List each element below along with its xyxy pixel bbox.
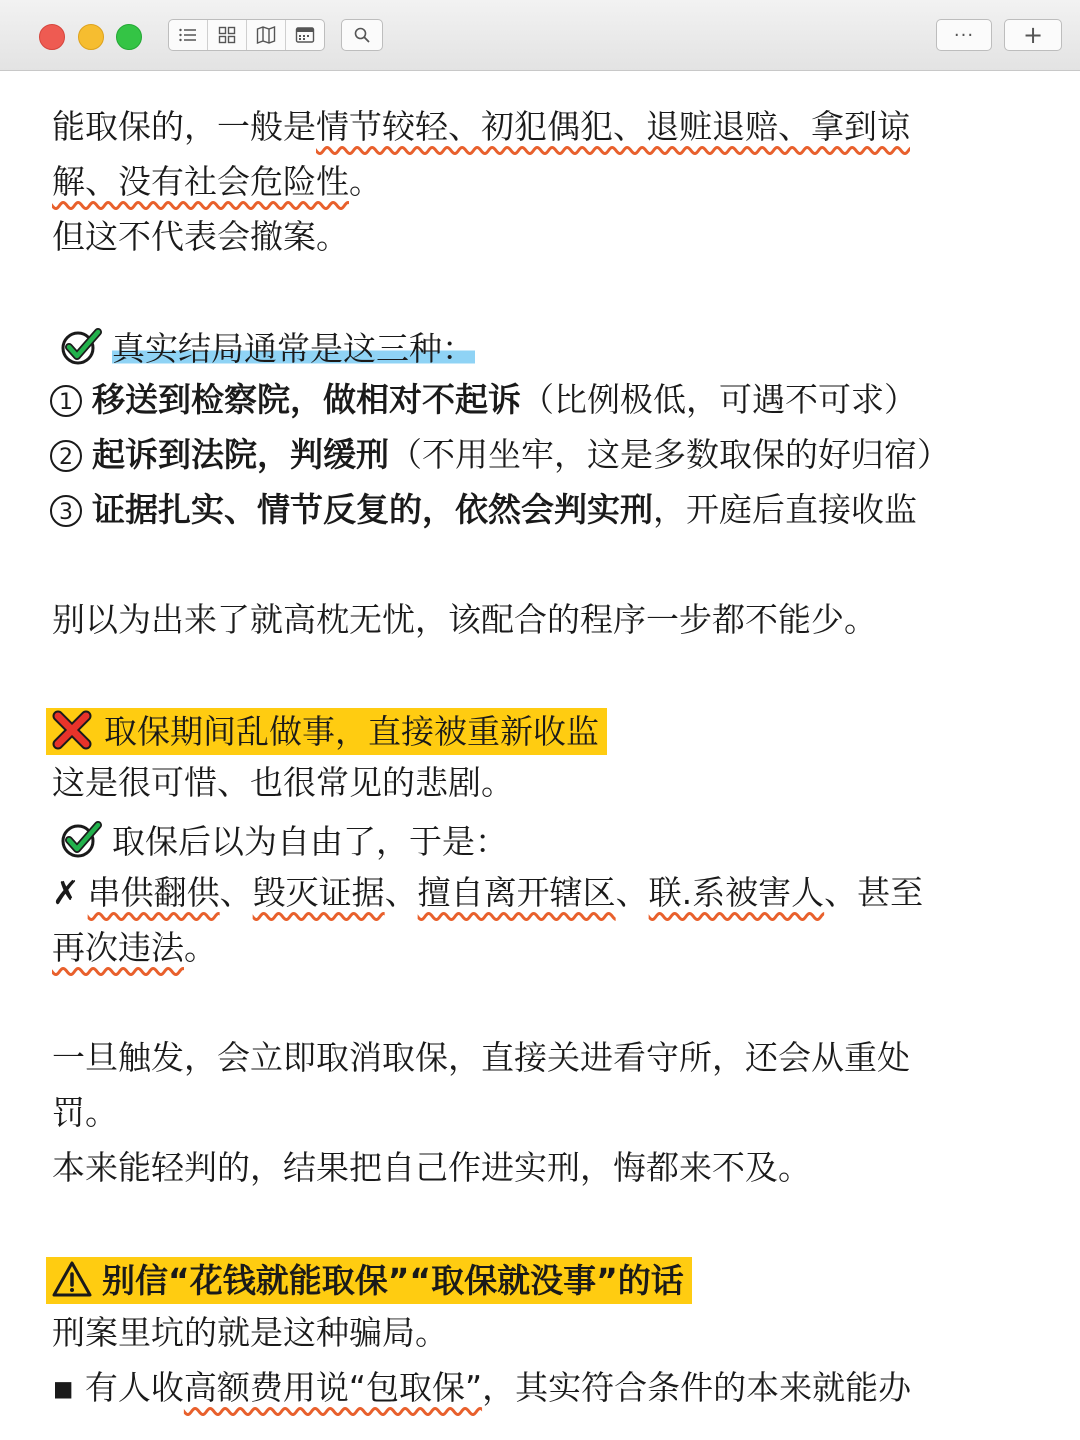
- list-view-icon: [178, 27, 198, 43]
- text-span: ，开庭后直接收监: [653, 490, 917, 529]
- text-span: ，其实符合条件的本来就能办: [482, 1368, 912, 1407]
- add-icon: +: [1022, 21, 1044, 49]
- paragraph-line: 刑案里坑的就是这种骗局。: [52, 1313, 448, 1352]
- paragraph-line: 别以为出来了就高枕无忧，该配合的程序一步都不能少。: [52, 600, 877, 639]
- section-heading: [60, 328, 475, 366]
- highlighted-phrase: 联.系被害人: [648, 873, 825, 912]
- circled-number: 2: [50, 440, 82, 472]
- bold-text: 证据扎实、情节反复的，依然会判实刑: [92, 490, 653, 529]
- text-span: ▪ 有人收: [52, 1368, 184, 1407]
- text-span: 、: [615, 873, 649, 912]
- paragraph-line: 本来能轻判的，结果把自己作进实刑，悔都来不及。: [52, 1148, 811, 1187]
- map-icon: [256, 26, 276, 44]
- section-heading: [52, 710, 607, 750]
- text-span: 能取保的，一般是: [52, 107, 316, 146]
- heading-text: 别信“花钱就能取保”“取保就没事”的话: [102, 1261, 684, 1300]
- text-span: 、: [384, 873, 418, 912]
- circled-number: 3: [50, 495, 82, 527]
- paragraph-line: [52, 873, 924, 912]
- window-titlebar: [0, 0, 1080, 71]
- text-span: （不用坐牢，这是多数取保的好归宿）: [389, 435, 950, 474]
- paragraph-line: [52, 1368, 912, 1407]
- section-heading: [52, 1260, 692, 1298]
- close-window-button[interactable]: [39, 24, 65, 50]
- check-mark-icon: [60, 821, 102, 859]
- text-span: 。: [184, 928, 217, 967]
- highlighted-phrase: 解、没有社会危险性: [52, 162, 349, 201]
- map-view-button[interactable]: [247, 20, 286, 50]
- cross-mark-icon: [52, 710, 92, 750]
- highlighted-phrase: 毁灭证据: [252, 873, 385, 912]
- outcome-item: [50, 490, 917, 529]
- circled-number: 1: [50, 385, 82, 417]
- heading-text: 真实结局通常是这三种：: [112, 329, 475, 368]
- highlighted-phrase: 擅自离开辖区: [417, 873, 616, 912]
- bold-text: 移送到检察院，做相对不起诉: [92, 380, 521, 419]
- search-button[interactable]: [341, 19, 383, 51]
- text-span: （比例极低，可遇不可求）: [521, 380, 917, 419]
- highlight-block: [46, 708, 607, 755]
- check-mark-icon: [60, 328, 102, 366]
- add-button[interactable]: [1004, 19, 1062, 51]
- highlighted-phrase: 高额费用说“包取保”: [183, 1368, 483, 1407]
- more-button[interactable]: [936, 19, 992, 51]
- list-view-button[interactable]: [169, 20, 208, 50]
- paragraph-line: [60, 821, 508, 859]
- text-span: 、甚至: [824, 873, 924, 912]
- bold-text: 起诉到法院，判缓刑: [92, 435, 389, 474]
- paragraph-line: 这是很可惜、也很常见的悲剧。: [52, 763, 514, 802]
- text-span: 取保后以为自由了，于是：: [112, 822, 508, 861]
- paragraph-line: [52, 928, 217, 967]
- zoom-window-button[interactable]: [116, 24, 142, 50]
- grid-view-icon: [218, 26, 236, 44]
- heading-text: 取保期间乱做事，直接被重新收监: [104, 712, 599, 751]
- warning-icon: [52, 1260, 92, 1298]
- search-icon: [353, 26, 371, 44]
- highlighted-phrase: 串供翻供: [87, 873, 220, 912]
- paragraph-line: 一旦触发，会立即取消取保，直接关进看守所，还会从重处: [52, 1038, 910, 1077]
- grid-view-button[interactable]: [208, 20, 247, 50]
- cross-mark-text: ✗: [52, 873, 80, 912]
- outcome-item: [50, 435, 950, 474]
- calendar-icon: [295, 26, 315, 44]
- paragraph-line: [52, 162, 382, 201]
- paragraph-line: [52, 107, 910, 146]
- paragraph-line: 罚。: [52, 1093, 118, 1132]
- minimize-window-button[interactable]: [78, 24, 104, 50]
- view-mode-segmented-control: [168, 19, 325, 51]
- highlight-block: [46, 1257, 692, 1304]
- outcome-item: [50, 380, 917, 419]
- calendar-view-button[interactable]: [286, 20, 324, 50]
- text-span: 。: [349, 162, 382, 201]
- highlighted-phrase: 再次违法: [52, 928, 184, 967]
- highlighted-phrase: 情节较轻、初犯偶犯、退赃退赔、拿到谅: [316, 107, 910, 146]
- text-span: 、: [219, 873, 253, 912]
- more-icon: ···: [953, 24, 975, 46]
- paragraph-line: 但这不代表会撤案。: [52, 217, 349, 256]
